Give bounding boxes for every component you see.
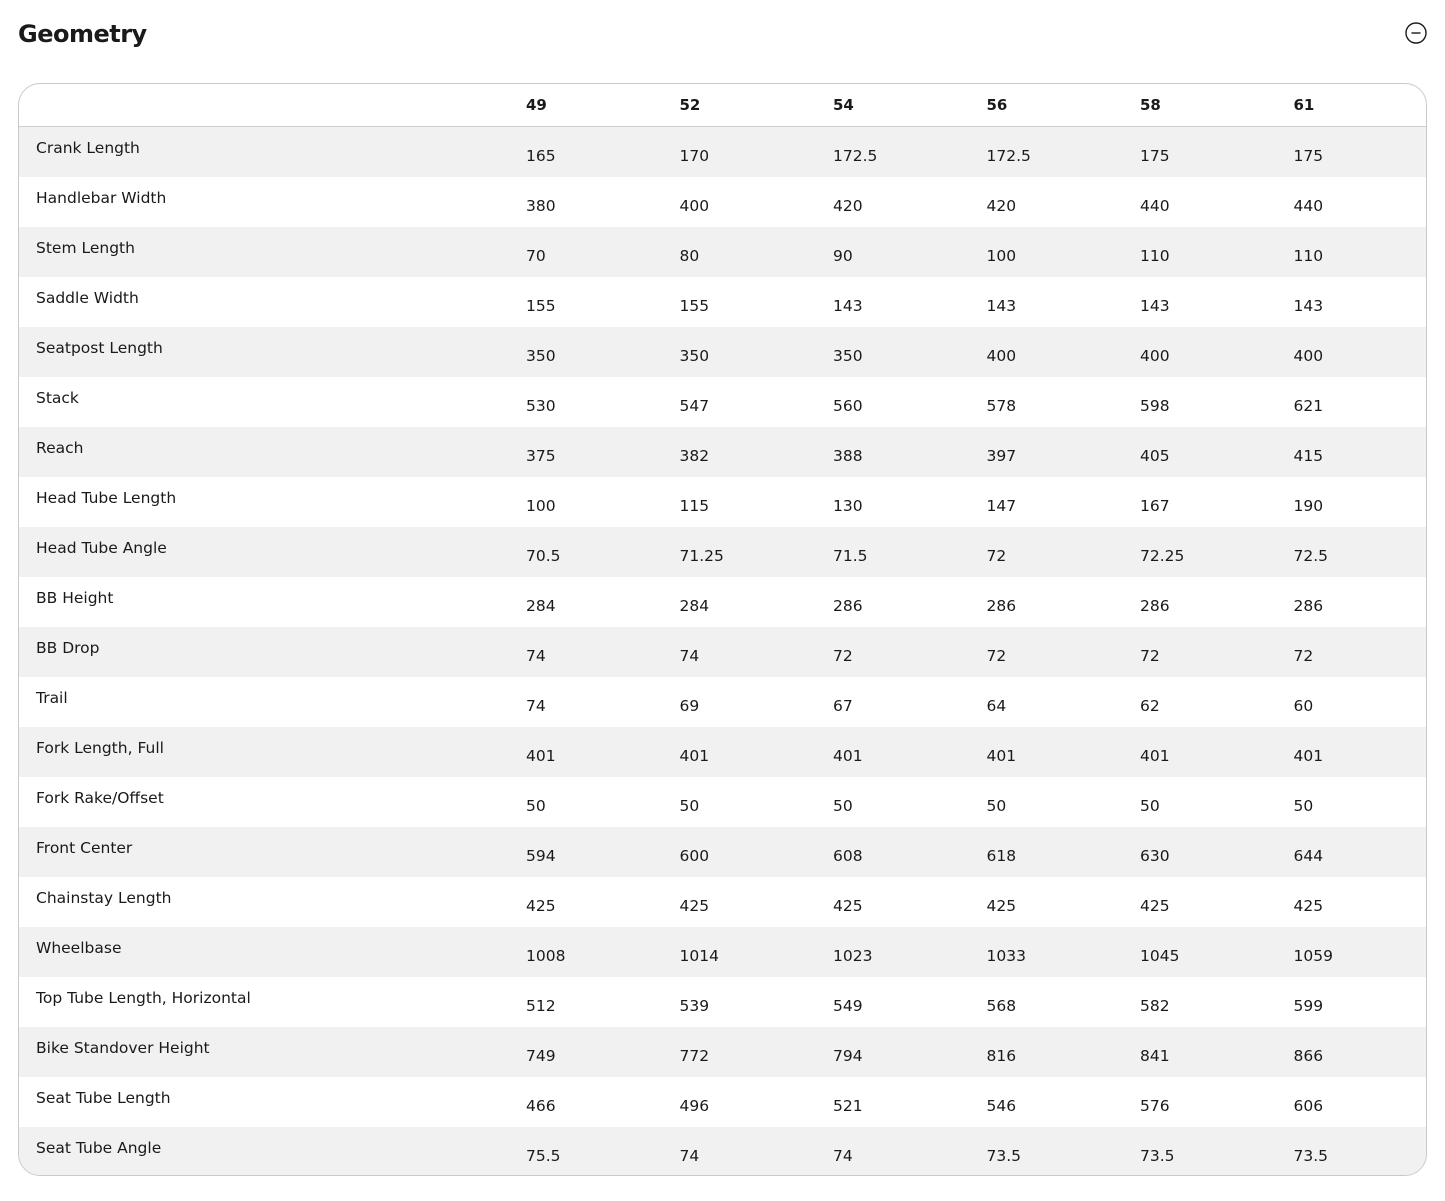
table-cell: 420	[986, 196, 1017, 215]
table-cell: 74	[526, 646, 546, 665]
table-cell: 560	[833, 396, 863, 415]
row-label: Crank Length	[36, 138, 140, 157]
table-cell: 167	[1140, 496, 1170, 515]
table-cell: 286	[833, 596, 863, 615]
table-cell: 50	[679, 796, 700, 815]
table-cell: 70.5	[526, 546, 561, 565]
table-row	[19, 377, 1427, 427]
table-row	[19, 427, 1427, 477]
table-body	[19, 127, 1427, 1177]
table-cell: 582	[1140, 996, 1170, 1015]
table-row	[19, 477, 1427, 527]
table-cell: 286	[986, 596, 1017, 615]
row-label: Head Tube Angle	[36, 538, 167, 557]
table-cell: 594	[526, 846, 556, 865]
table-cell: 568	[986, 996, 1017, 1015]
table-cell: 172.5	[833, 146, 878, 165]
row-label: Seat Tube Length	[36, 1088, 171, 1107]
table-cell: 405	[1140, 446, 1170, 465]
table-cell: 143	[986, 296, 1017, 315]
table-cell: 425	[833, 896, 863, 915]
table-cell: 549	[833, 996, 863, 1015]
row-label: Bike Standover Height	[36, 1038, 210, 1057]
size-header-61: 61	[1294, 84, 1428, 127]
table-cell: 100	[986, 246, 1017, 265]
geometry-table	[19, 84, 1427, 1176]
table-cell: 608	[833, 846, 863, 865]
table-cell: 64	[986, 696, 1007, 715]
table-row	[19, 327, 1427, 377]
row-label: Seat Tube Angle	[36, 1138, 162, 1157]
row-label: Fork Length, Full	[36, 738, 164, 757]
table-cell: 110	[1140, 246, 1170, 265]
table-cell: 440	[1140, 196, 1170, 215]
table-cell: 512	[526, 996, 556, 1015]
table-cell: 618	[986, 846, 1017, 865]
table-cell: 62	[1140, 696, 1160, 715]
table-row	[19, 727, 1427, 777]
table-cell: 401	[679, 746, 710, 765]
row-label: Wheelbase	[36, 938, 122, 957]
table-cell: 350	[833, 346, 863, 365]
table-cell: 165	[526, 146, 556, 165]
table-cell: 286	[1140, 596, 1170, 615]
table-cell: 749	[526, 1046, 556, 1065]
table-row	[19, 877, 1427, 927]
table-cell: 630	[1140, 846, 1170, 865]
table-cell: 866	[1293, 1046, 1324, 1065]
table-row	[19, 1127, 1427, 1177]
table-cell: 284	[679, 596, 710, 615]
table-header-row	[19, 84, 1427, 127]
table-cell: 1033	[986, 946, 1026, 965]
table-cell: 400	[679, 196, 710, 215]
table-cell: 90	[833, 246, 853, 265]
table-cell: 72.5	[1293, 546, 1329, 565]
table-cell: 400	[1140, 346, 1170, 365]
table-row	[19, 577, 1427, 627]
table-cell: 400	[1293, 346, 1324, 365]
table-cell: 841	[1140, 1046, 1170, 1065]
table-cell: 425	[1140, 896, 1170, 915]
table-cell: 621	[1293, 396, 1324, 415]
table-cell: 644	[1293, 846, 1324, 865]
table-cell: 425	[526, 896, 556, 915]
table-cell: 50	[1140, 796, 1160, 815]
table-cell: 50	[986, 796, 1007, 815]
table-cell: 60	[1293, 696, 1314, 715]
table-row	[19, 1077, 1427, 1127]
table-cell: 286	[1293, 596, 1324, 615]
table-cell: 425	[1293, 896, 1324, 915]
row-label: Stem Length	[36, 238, 135, 257]
table-row	[19, 227, 1427, 277]
table-row	[19, 527, 1427, 577]
table-row	[19, 277, 1427, 327]
row-label: Seatpost Length	[36, 338, 163, 357]
table-cell: 70	[526, 246, 546, 265]
table-cell: 816	[986, 1046, 1017, 1065]
table-cell: 170	[679, 146, 710, 165]
size-header-52: 52	[680, 84, 834, 127]
table-cell: 598	[1140, 396, 1170, 415]
table-cell: 772	[679, 1046, 710, 1065]
table-cell: 576	[1140, 1096, 1170, 1115]
table-cell: 72.25	[1140, 546, 1185, 565]
table-cell: 74	[833, 1146, 853, 1165]
table-cell: 80	[679, 246, 700, 265]
table-cell: 72	[986, 546, 1007, 565]
table-cell: 350	[679, 346, 710, 365]
table-cell: 175	[1140, 146, 1170, 165]
table-cell: 1014	[679, 946, 719, 965]
table-cell: 425	[986, 896, 1017, 915]
row-label: Saddle Width	[36, 288, 139, 307]
table-cell: 73.5	[1140, 1146, 1175, 1165]
table-cell: 71.25	[679, 546, 724, 565]
table-cell: 1023	[833, 946, 873, 965]
row-label: Stack	[36, 388, 79, 407]
table-cell: 420	[833, 196, 863, 215]
row-label: Head Tube Length	[36, 488, 177, 507]
row-label: Top Tube Length, Horizontal	[36, 988, 251, 1007]
table-cell: 539	[679, 996, 710, 1015]
table-cell: 401	[986, 746, 1017, 765]
table-cell: 130	[833, 496, 863, 515]
table-cell: 380	[526, 196, 556, 215]
table-cell: 143	[833, 296, 863, 315]
row-label: BB Height	[36, 588, 114, 607]
table-row	[19, 777, 1427, 827]
table-cell: 284	[526, 596, 556, 615]
size-header-56: 56	[987, 84, 1141, 127]
table-cell: 67	[833, 696, 853, 715]
table-cell: 397	[986, 446, 1017, 465]
row-label: Trail	[36, 688, 68, 707]
table-cell: 50	[526, 796, 546, 815]
table-cell: 74	[679, 1146, 700, 1165]
table-row	[19, 627, 1427, 677]
table-cell: 74	[526, 696, 546, 715]
table-row	[19, 1027, 1427, 1077]
table-cell: 110	[1293, 246, 1324, 265]
table-row	[19, 177, 1427, 227]
table-cell: 794	[833, 1046, 863, 1065]
table-cell: 155	[526, 296, 556, 315]
table-cell: 425	[679, 896, 710, 915]
table-cell: 530	[526, 396, 556, 415]
table-cell: 400	[986, 346, 1017, 365]
table-cell: 100	[526, 496, 556, 515]
table-cell: 1008	[526, 946, 566, 965]
collapse-button[interactable]	[1405, 22, 1427, 44]
table-cell: 190	[1293, 496, 1324, 515]
table-cell: 72	[986, 646, 1007, 665]
table-cell: 143	[1140, 296, 1170, 315]
table-cell: 375	[526, 446, 556, 465]
minus-circle-icon	[1405, 22, 1427, 44]
table-cell: 73.5	[986, 1146, 1022, 1165]
size-header-58: 58	[1140, 84, 1294, 127]
table-cell: 606	[1293, 1096, 1324, 1115]
corner-header	[19, 84, 526, 127]
table-cell: 75.5	[526, 1146, 561, 1165]
table-row	[19, 827, 1427, 877]
table-cell: 496	[679, 1096, 710, 1115]
table-cell: 401	[833, 746, 863, 765]
table-cell: 50	[833, 796, 853, 815]
table-cell: 72	[1293, 646, 1314, 665]
row-label: Reach	[36, 438, 84, 457]
table-cell: 401	[1140, 746, 1170, 765]
table-cell: 401	[526, 746, 556, 765]
geometry-table-container	[18, 83, 1427, 1176]
section-title: Geometry	[18, 20, 147, 48]
table-cell: 388	[833, 446, 863, 465]
table-row	[19, 127, 1427, 177]
size-header-49: 49	[526, 84, 680, 127]
table-row	[19, 977, 1427, 1027]
row-label: Front Center	[36, 838, 133, 857]
table-cell: 401	[1293, 746, 1324, 765]
table-cell: 578	[986, 396, 1017, 415]
table-cell: 466	[526, 1096, 556, 1115]
size-header-54: 54	[833, 84, 987, 127]
table-cell: 155	[679, 296, 710, 315]
row-label: BB Drop	[36, 638, 100, 657]
table-cell: 382	[679, 446, 710, 465]
table-cell: 440	[1293, 196, 1324, 215]
table-row	[19, 927, 1427, 977]
table-cell: 147	[986, 496, 1017, 515]
table-cell: 175	[1293, 146, 1324, 165]
row-label: Handlebar Width	[36, 188, 167, 207]
table-cell: 1059	[1293, 946, 1333, 965]
table-cell: 546	[986, 1096, 1017, 1115]
row-label: Chainstay Length	[36, 888, 172, 907]
table-cell: 600	[679, 846, 710, 865]
table-cell: 69	[679, 696, 700, 715]
table-cell: 71.5	[833, 546, 868, 565]
table-cell: 1045	[1140, 946, 1180, 965]
table-cell: 599	[1293, 996, 1324, 1015]
table-cell: 521	[833, 1096, 863, 1115]
table-cell: 73.5	[1293, 1146, 1329, 1165]
row-label: Fork Rake/Offset	[36, 788, 164, 807]
table-cell: 172.5	[986, 146, 1031, 165]
table-cell: 72	[1140, 646, 1160, 665]
table-cell: 50	[1293, 796, 1314, 815]
table-cell: 72	[833, 646, 853, 665]
table-cell: 74	[679, 646, 700, 665]
table-cell: 350	[526, 346, 556, 365]
table-cell: 143	[1293, 296, 1324, 315]
table-cell: 115	[679, 496, 710, 515]
table-cell: 415	[1293, 446, 1324, 465]
table-row	[19, 677, 1427, 727]
table-cell: 547	[679, 396, 710, 415]
